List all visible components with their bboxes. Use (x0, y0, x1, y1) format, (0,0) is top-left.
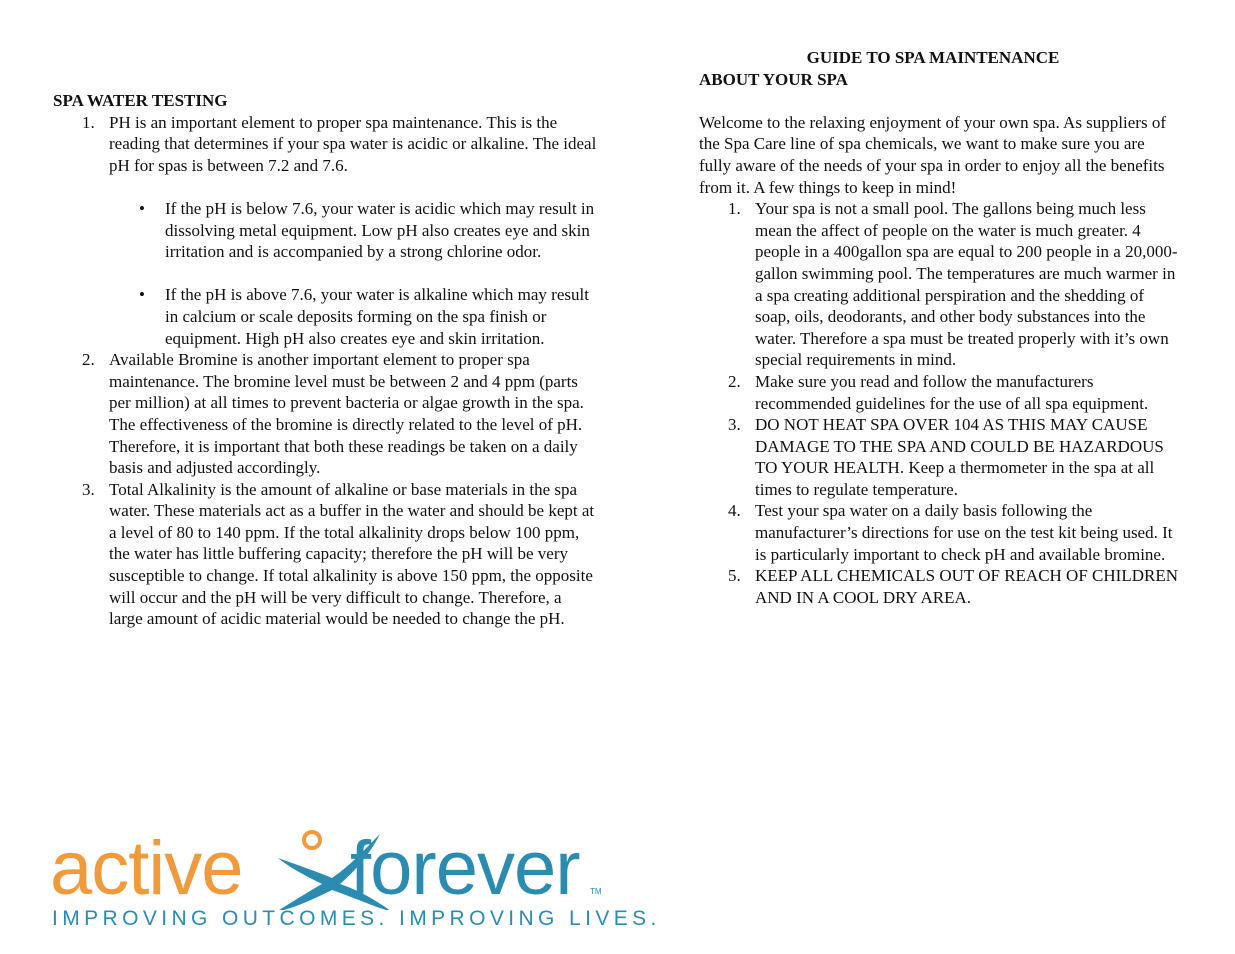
item-text: Total Alkalinity is the amount of alkaline or base materials in the spa water. These materials act as a buffer in the water and should be kept at a level of 80 to 140 ppm. If the total alkalinity drops below 100 ppm, the water has little buffering capacity; therefore the pH will be very susceptible to change. If total alkalinity is above 150 ppm, the opposite will occur and the pH will be very difficult to change. Therefore, a large amount of acidic material would be needed to change the pH. (109, 479, 595, 629)
spa-tips-list (699, 198, 1179, 608)
item-number: 1. (728, 199, 741, 219)
item-number: 3. (82, 479, 95, 499)
item-text: Test your spa water on a daily basis following the manufacturer’s directions for use on the test kit being used. It is particularly important to check pH and available bromine. (755, 501, 1173, 564)
list-item (699, 198, 1179, 371)
logo-word-forever: forever (350, 826, 580, 910)
bullet-text: If the pH is below 7.6, your water is acidic which may result in dissolving metal equipment. Low pH also creates eye and skin irritation and is accompanied by a strong chlorine odor. (165, 198, 595, 262)
item-text: DO NOT HEAT SPA OVER 104 AS THIS MAY CAUSE DAMAGE TO THE SPA AND COULD BE HAZARDOUS TO YOUR HEALTH. Keep a thermometer in the spa at all times to regulate temperature. (755, 415, 1164, 499)
list-item (699, 414, 1179, 500)
bullet-item (109, 198, 598, 263)
item-number: 2. (728, 371, 741, 391)
trademark-mark: TM (590, 887, 602, 896)
item-text: KEEP ALL CHEMICALS OUT OF REACH OF CHILDREN AND IN A COOL DRY AREA. (755, 566, 1178, 607)
bullet-icon: • (139, 285, 145, 305)
list-item (53, 112, 598, 350)
item-number: 1. (82, 112, 95, 132)
bullet-icon: • (139, 198, 145, 218)
list-item (53, 349, 598, 479)
section-heading-about-your-spa: ABOUT YOUR SPA (699, 69, 848, 89)
item-text: PH is an important element to proper spa maintenance. This is the reading that determines if your spa water is acidic or alkaline. The ideal pH for spas is between 7.2 and 7.6. (109, 112, 597, 175)
bullet-text: If the pH is above 7.6, your water is alkaline which may result in calcium or scale deposits forming on the spa finish or equipment. High pH also creates eye and skin irritation. (165, 285, 589, 348)
list-item (53, 479, 598, 630)
item-number: 5. (728, 566, 741, 586)
water-testing-list (53, 112, 598, 630)
item-text: Make sure you read and follow the manufacturers recommended guidelines for the use of all spa equipment. (755, 371, 1149, 413)
left-column (53, 90, 598, 630)
right-column (699, 47, 1179, 608)
active-forever-logo (50, 820, 661, 940)
item-text: Your spa is not a small pool. The gallons being much less mean the affect of people on the water is much greater. 4 people in a 400gallon spa are equal to 200 people in a 20,000-gallon swimming pool. The temperatures are much warmer in a spa creating additional perspiration and the shedding of soap, oils, deodorants, and other body substances into the water. Therefore a spa must be treated properly with it’s own special requirements in mind. (755, 199, 1178, 370)
list-item (699, 565, 1179, 608)
item-number: 4. (728, 501, 741, 521)
logo-word-active: active (50, 826, 243, 910)
ph-bullet-list (109, 198, 598, 349)
list-item (699, 371, 1179, 414)
item-text: Available Bromine is another important element to proper spa maintenance. The bromine level must be between 2 and 4 ppm (parts per million) at all times to prevent bacteria or algae growth in the spa. The effectiveness of the bromine is directly related to the level of pH. Therefore, it is important that both these readings be taken on a daily basis and adjusted accordingly. (109, 350, 584, 478)
logo-wordmark (50, 820, 610, 910)
page-title: GUIDE TO SPA MAINTENANCE (806, 48, 1060, 67)
intro-paragraph: Welcome to the relaxing enjoyment of your own spa. As suppliers of the Spa Care line of spa chemicals, we want to make sure you are fully aware of the needs of your spa in order to enjoy all the benefits from it. A few things to keep in mind! (699, 112, 1166, 197)
item-number: 3. (728, 415, 741, 435)
bullet-item (109, 284, 598, 349)
item-number: 2. (82, 350, 95, 370)
section-heading-spa-water-testing: SPA WATER TESTING (53, 91, 228, 110)
list-item (699, 500, 1179, 565)
logo-tagline: IMPROVING OUTCOMES. IMPROVING LIVES. (52, 907, 661, 930)
